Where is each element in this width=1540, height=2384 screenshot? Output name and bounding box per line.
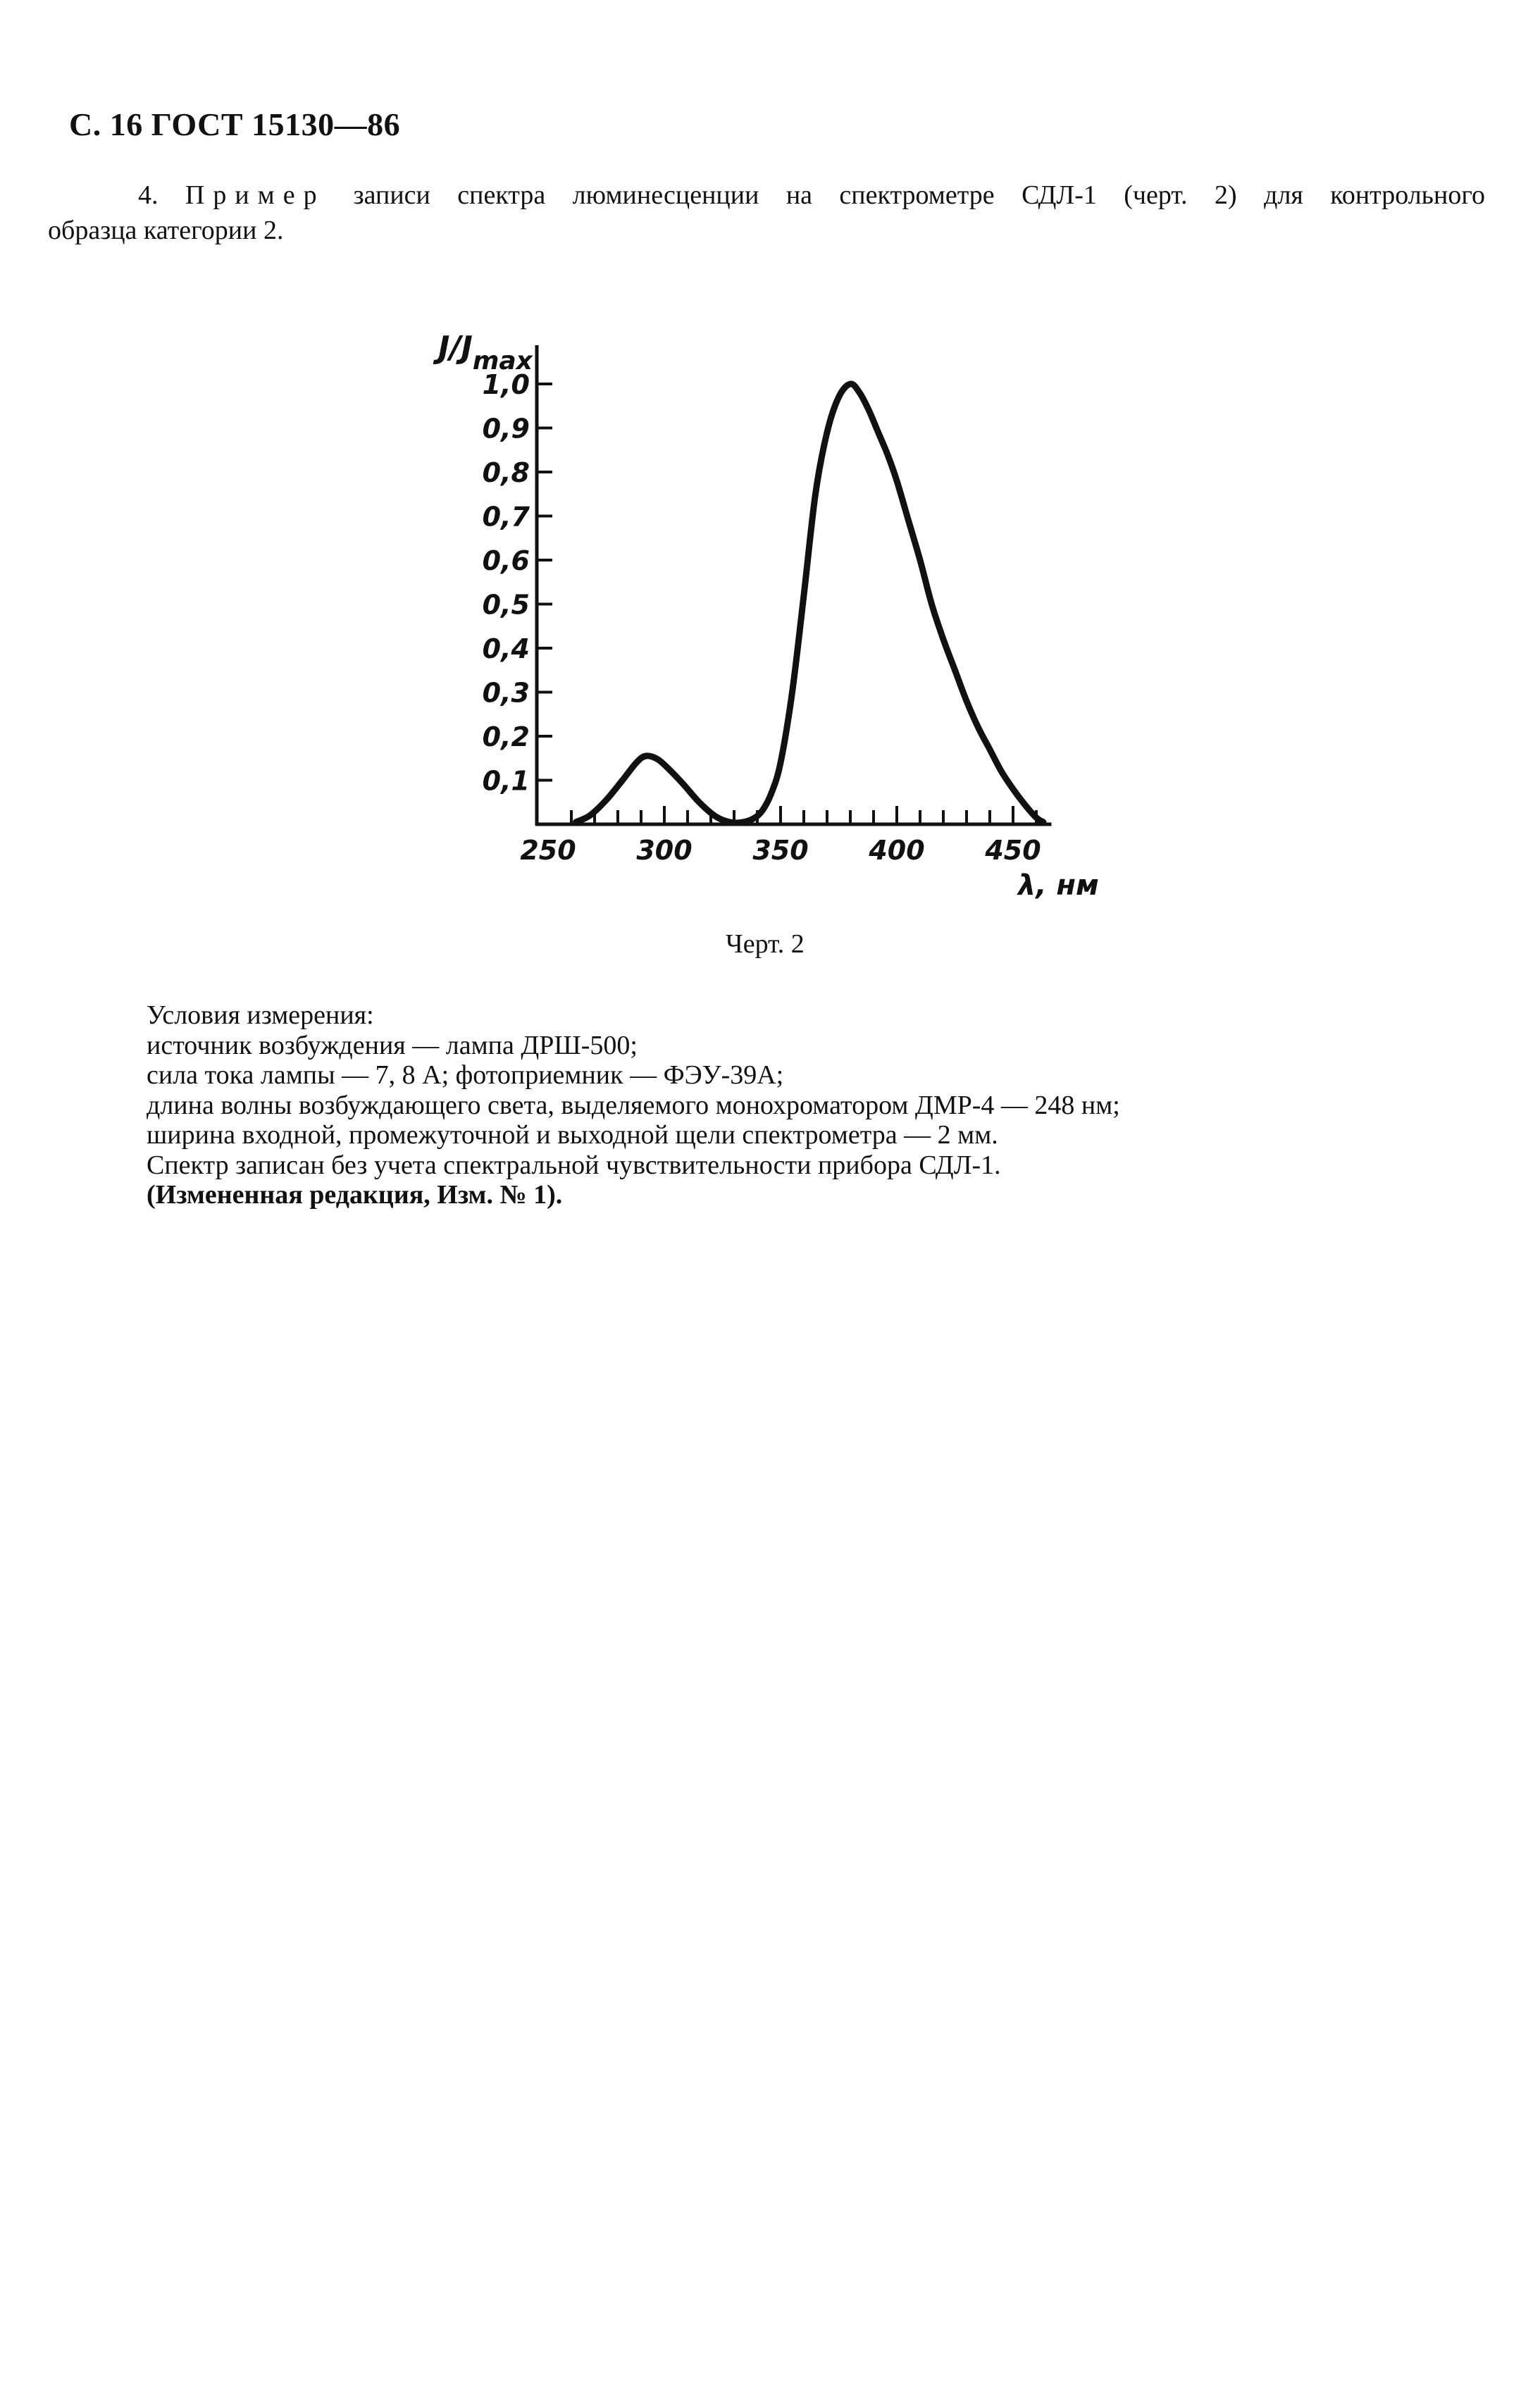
x-tick-label: 400 <box>869 835 925 866</box>
conditions-line: ширина входной, промежуточной и выходной щели спектрометра — 2 мм. <box>147 1120 998 1150</box>
intro-text: записи спектра люминесценции на спектрометре СДЛ-1 (черт. 2) для контрольного <box>353 180 1485 210</box>
conditions-line: сила тока лампы — 7, 8 А; фотоприемник — ФЭУ-39А; <box>147 1060 784 1090</box>
y-tick-label: 0,5 <box>482 589 530 621</box>
x-tick-label: 250 <box>520 835 576 866</box>
amendment-note: (Измененная редакция, Изм. № 1). <box>147 1180 563 1210</box>
y-axis-label: $J/J_{max}$ <box>438 330 533 375</box>
intro-line-1 <box>48 178 1485 213</box>
y-tick-label: 0,6 <box>482 545 530 576</box>
x-ticks <box>520 806 1041 866</box>
y-tick-label: 0,3 <box>482 677 530 709</box>
conditions-line: источник возбуждения — лампа ДРШ-500; <box>147 1030 638 1060</box>
spectrum-chart <box>409 317 1155 909</box>
intro-paragraph <box>48 178 1485 248</box>
chart-axes <box>535 345 1052 826</box>
conditions-line: Спектр записан без учета спектральной чувствительности прибора СДЛ-1. <box>147 1150 1001 1180</box>
x-tick-label: 450 <box>985 835 1041 866</box>
y-ticks <box>483 369 552 797</box>
y-tick-label: 0,1 <box>482 765 530 797</box>
page-header: С. 16 ГОСТ 15130—86 <box>69 106 401 142</box>
measurement-conditions <box>147 1000 1120 1210</box>
spectrum-curve <box>576 384 1043 823</box>
y-tick-label: 1,0 <box>482 369 530 400</box>
y-tick-label: 0,2 <box>482 721 530 752</box>
y-tick-label: 0,8 <box>482 457 530 488</box>
intro-line-2: образца категории 2. <box>48 216 284 245</box>
y-tick-label: 0,4 <box>482 633 530 664</box>
x-axis-label: λ, нм <box>1018 869 1099 902</box>
y-tick-label: 0,9 <box>482 413 530 445</box>
x-tick-label: 350 <box>752 835 809 866</box>
example-word: Пример <box>185 180 325 210</box>
y-tick-label: 0,7 <box>482 501 530 533</box>
x-tick-label: 300 <box>636 835 693 866</box>
chart-caption: Черт. 2 <box>726 929 805 959</box>
conditions-line: Условия измерения: <box>147 1000 374 1030</box>
item-number: 4. <box>138 180 159 210</box>
conditions-line: длина волны возбуждающего света, выделяемого монохроматором ДМР-4 — 248 нм; <box>147 1090 1120 1120</box>
